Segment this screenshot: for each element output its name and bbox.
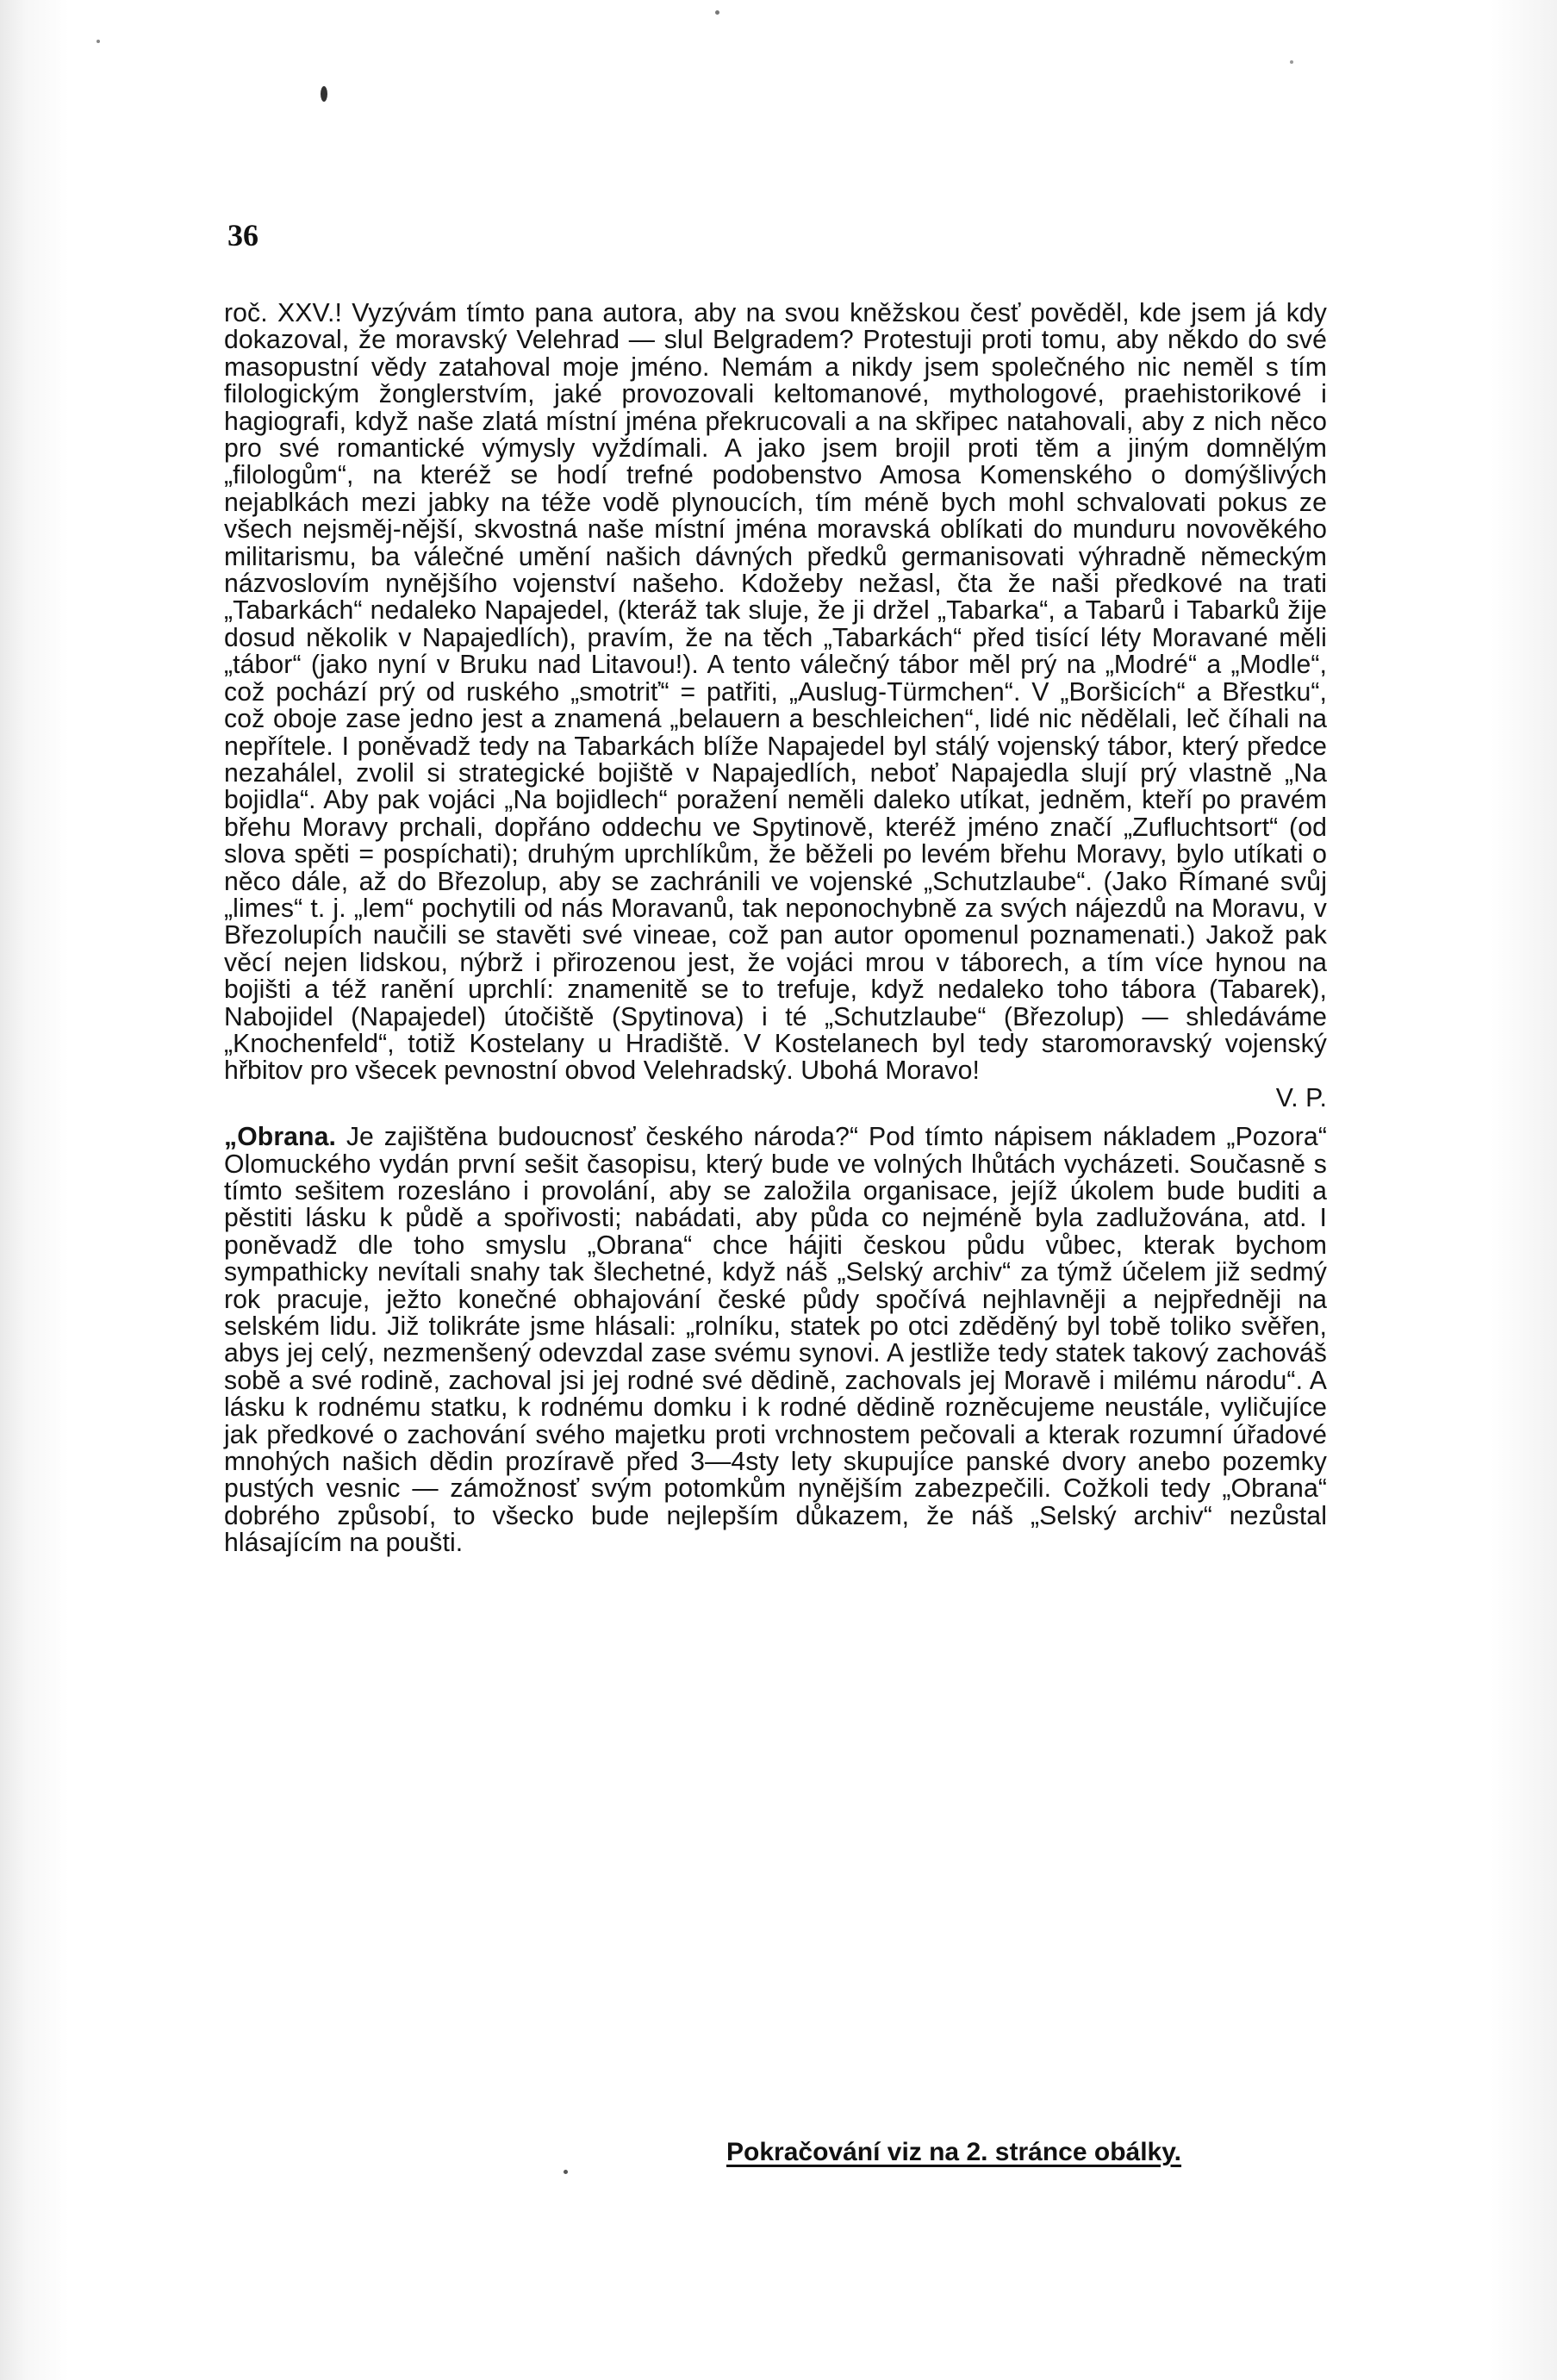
article-paragraph-obrana [224, 1124, 1327, 1557]
ink-speck [715, 10, 719, 15]
ink-speck [564, 2170, 568, 2174]
continuation-note: Pokračování viz na 2. stránce obálky. [726, 2138, 1182, 2166]
section-heading: „Obrana. [224, 1123, 336, 1152]
author-signature: V. P. [1275, 1083, 1327, 1112]
ink-speck [321, 86, 327, 102]
section-divider [224, 1112, 1327, 1124]
paragraph-text: Je zajištěna budoucnosť českého národa?“ Pod tímto nápisem nákladem „Pozora“ Olomuckého vydán první sešit časopisu, který bude ve volných lhůtách vycházeti. Současně s tímto sešitem rozesláno i provolání, aby se založila organisace, jejíž úkolem bude buditi a pěstiti lásku k půdě a spořivosti; nabádati, aby půda co nejméně byla zadlužována, atd. I poněvadž dle toho smyslu „Obrana“ chce hájiti českou půdu vůbec, kterak bychom sympathicky nevítali snahy tak šlechetné, když náš „Selský archiv“ za týmž účelem již sedmý rok pracuje, ježto konečné obhajování české půdy spočívá nejhlavněji a nejpředněji na selském lidu. Již tolikráte jsme hlásali: „rolníku, statek po otci zděděný byl tobě toliko svěřen, abys jej celý, nezmenšený odevzdal zase svému synovi. A jestliže tedy statek takový zachováš sobě a své rodině, zachoval jsi jej rodné své dědině, zachovals jej Moravě i milému národu“. A lásku k rodnému statku, k rodnému domku i k rodné dědině rozněcujeme neustále, vyličujíce jak předkové o zachování svého majetku proti vrchnostem pečovali a kterak rozumní úřadové mnohých našich dědin prozíravě před 3—4sty lety skupujíce panské dvory anebo pozemky pustých vesnic — zámožnosť svým potomkům nynějším zabezpečili. Cožkoli tedy „Obrana“ dobrého způsobí, to všecko bude nejlepším důkazem, že náš „Selský archiv“ nezůstal hlásajícím na poušti. [224, 1123, 1327, 1558]
article-paragraph [224, 300, 1327, 1112]
ink-speck [1290, 60, 1293, 64]
paragraph-text: roč. XXV.! Vyzývám tímto pana autora, aby na svou kněžskou česť pověděl, kde jsem já kdy dokazoval, že moravský Velehrad — slul Belgradem? Protestuji proti tomu, aby někdo do své masopustní vědy zatahoval moje jméno. Nemám a nikdy jsem společného nic neměl s tím filologickým žonglerstvím, jaké provozovali keltomanové, mythologové, praehistorikové i hagiografi, když naše zlatá místní jména překrucovali a na skřipec natahovali, aby z nich něco pro své romantické výmysly vyždímali. A jako jsem brojil proti těm a jiným domnělým „filologům“, na kteréž se hodí trefné podobenstvo Amosa Komenského o domýšlivých nejablkách mezi jabky na téže vodě plynoucích, tím méně bych mohl schvalovati pokus ze všech nejsměj-nější, skvostná naše místní jména moravská oblíkati do munduru novověkého militarismu, ba válečné umění našich dávných předků germanisovati výhradně německým názvoslovím nynějšího vojenství našeho. Kdožeby nežasl, čta že naši předkové na trati „Tabarkách“ nedaleko Napajedel, (kteráž tak sluje, že ji držel „Tabarka“, a Tabarů i Tabarků žije dosud několik v Napajedlích), pravím, že na těch „Tabarkách“ před tisící léty Moravané měli „tábor“ (jako nyní v Bruku nad Litavou!). A tento válečný tábor měl prý na „Modré“ a „Modle“, což pochází prý od ruského „smotriť“ = patřiti, „Auslug-Türmchen“. V „Boršicích“ a Břestku“, což oboje zase jedno jest a znamená „belauern a beschleichen“, lidé nic nědělali, leč číhali na nepřítele. I poněvadž tedy na Tabarkách blíže Napajedel byl stálý vojenský tábor, který předce nezahálel, zvolil si strategické bojiště v Napajedlích, neboť Napajedla slují prý vlastně „Na bojidla“. Aby pak vojáci „Na bojidlech“ poražení neměli daleko utíkat, jedněm, kteří po pravém břehu Moravy prchali, dopřáno oddechu ve Spytinově, kteréž jméno značí „Zufluchtsort“ (od slova spěti = pospíchati); druhým uprchlíkům, že běželi po levém břehu Moravy, bylo utíkati o něco dále, až do Březolup, aby se zachránili ve vojenské „Schutzlaube“. (Jako Římané svůj „limes“ t. j. „lem“ pochytili od nás Moravanů, tak neponochybně za svých nájezdů na Moravu, v Březolupích naučili se stavěti své vineae, což pan autor opomenul poznamenati.) Jakož pak věcí nejen lidskou, nýbrž i přirozenou jest, že vojáci mrou v táborech, a tím více hynou na bojišti a též ranění uprchlí: znamenitě se to trefuje, když nedaleko toho tábora (Tabarek), Nabojidel (Napajedel) útočiště (Spytinova) i té „Schutzlaube“ (Březolup) — shledáváme „Knochenfeld“, totiž Kostelany u Hradiště. V Kostelanech byl tedy staromoravský vojenský hřbitov pro všecek pevnostní obvod Velehradský. Ubohá Moravo! [224, 299, 1327, 1086]
page-number: 36 [227, 218, 258, 252]
article-body [224, 300, 1327, 1557]
ink-speck [97, 40, 100, 43]
